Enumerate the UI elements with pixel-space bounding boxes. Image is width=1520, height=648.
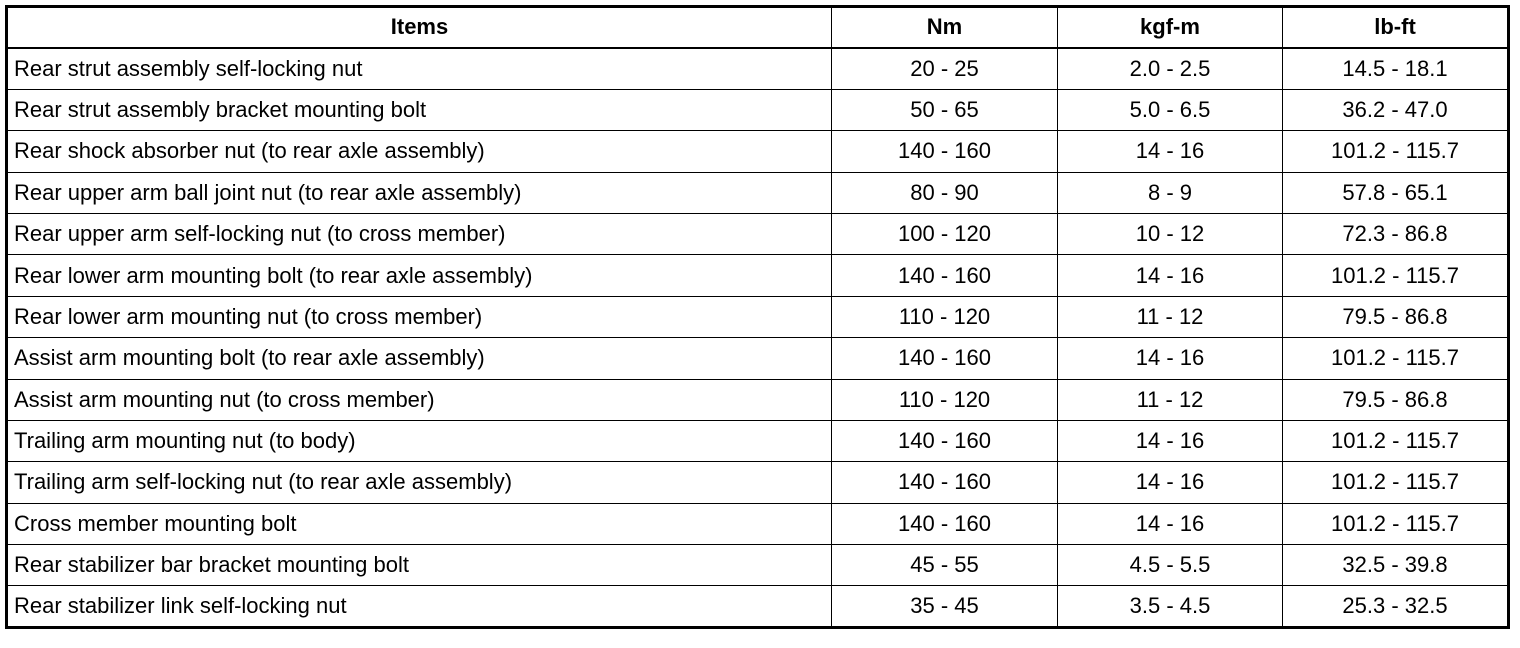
cell-lb-ft: 32.5 - 39.8: [1283, 545, 1509, 586]
cell-item: Rear upper arm self-locking nut (to cross member): [7, 213, 832, 254]
cell-item: Rear lower arm mounting nut (to cross member): [7, 296, 832, 337]
cell-nm: 140 - 160: [832, 503, 1058, 544]
table-row: [7, 89, 1509, 130]
cell-item: Rear stabilizer bar bracket mounting bolt: [7, 545, 832, 586]
cell-kgf-m: 14 - 16: [1058, 420, 1283, 461]
cell-kgf-m: 4.5 - 5.5: [1058, 545, 1283, 586]
header-lb-ft: lb-ft: [1283, 7, 1509, 48]
header-nm: Nm: [832, 7, 1058, 48]
cell-kgf-m: 5.0 - 6.5: [1058, 89, 1283, 130]
table-row: [7, 296, 1509, 337]
cell-item: Rear shock absorber nut (to rear axle assembly): [7, 131, 832, 172]
cell-lb-ft: 57.8 - 65.1: [1283, 172, 1509, 213]
cell-nm: 140 - 160: [832, 338, 1058, 379]
header-kgf-m: kgf-m: [1058, 7, 1283, 48]
cell-item: Trailing arm self-locking nut (to rear axle assembly): [7, 462, 832, 503]
cell-item: Assist arm mounting nut (to cross member): [7, 379, 832, 420]
table-row: [7, 586, 1509, 627]
cell-lb-ft: 101.2 - 115.7: [1283, 255, 1509, 296]
table-row: [7, 420, 1509, 461]
table-row: [7, 503, 1509, 544]
cell-kgf-m: 10 - 12: [1058, 213, 1283, 254]
cell-kgf-m: 14 - 16: [1058, 503, 1283, 544]
cell-kgf-m: 14 - 16: [1058, 131, 1283, 172]
header-items: Items: [7, 7, 832, 48]
table-row: [7, 545, 1509, 586]
cell-kgf-m: 14 - 16: [1058, 462, 1283, 503]
cell-nm: 110 - 120: [832, 379, 1058, 420]
cell-kgf-m: 2.0 - 2.5: [1058, 48, 1283, 89]
torque-spec-table: [5, 5, 1510, 629]
cell-item: Trailing arm mounting nut (to body): [7, 420, 832, 461]
table-row: [7, 462, 1509, 503]
table-row: [7, 338, 1509, 379]
cell-kgf-m: 8 - 9: [1058, 172, 1283, 213]
cell-lb-ft: 79.5 - 86.8: [1283, 296, 1509, 337]
cell-kgf-m: 11 - 12: [1058, 296, 1283, 337]
cell-kgf-m: 11 - 12: [1058, 379, 1283, 420]
cell-kgf-m: 3.5 - 4.5: [1058, 586, 1283, 627]
cell-lb-ft: 101.2 - 115.7: [1283, 462, 1509, 503]
cell-nm: 140 - 160: [832, 462, 1058, 503]
cell-lb-ft: 25.3 - 32.5: [1283, 586, 1509, 627]
cell-lb-ft: 101.2 - 115.7: [1283, 503, 1509, 544]
cell-lb-ft: 101.2 - 115.7: [1283, 420, 1509, 461]
cell-nm: 140 - 160: [832, 420, 1058, 461]
cell-nm: 50 - 65: [832, 89, 1058, 130]
table-row: [7, 255, 1509, 296]
cell-lb-ft: 79.5 - 86.8: [1283, 379, 1509, 420]
cell-lb-ft: 14.5 - 18.1: [1283, 48, 1509, 89]
table-body: [7, 48, 1509, 627]
cell-item: Rear strut assembly bracket mounting bolt: [7, 89, 832, 130]
cell-nm: 45 - 55: [832, 545, 1058, 586]
cell-item: Rear upper arm ball joint nut (to rear axle assembly): [7, 172, 832, 213]
cell-lb-ft: 101.2 - 115.7: [1283, 338, 1509, 379]
cell-item: Rear lower arm mounting bolt (to rear axle assembly): [7, 255, 832, 296]
cell-lb-ft: 36.2 - 47.0: [1283, 89, 1509, 130]
table-row: [7, 213, 1509, 254]
cell-item: Rear stabilizer link self-locking nut: [7, 586, 832, 627]
cell-lb-ft: 72.3 - 86.8: [1283, 213, 1509, 254]
table-header-row: [7, 7, 1509, 48]
cell-item: Rear strut assembly self-locking nut: [7, 48, 832, 89]
cell-nm: 100 - 120: [832, 213, 1058, 254]
cell-lb-ft: 101.2 - 115.7: [1283, 131, 1509, 172]
cell-nm: 140 - 160: [832, 131, 1058, 172]
cell-nm: 140 - 160: [832, 255, 1058, 296]
cell-item: Assist arm mounting bolt (to rear axle assembly): [7, 338, 832, 379]
table-row: [7, 379, 1509, 420]
table-row: [7, 48, 1509, 89]
cell-item: Cross member mounting bolt: [7, 503, 832, 544]
table-row: [7, 172, 1509, 213]
cell-nm: 20 - 25: [832, 48, 1058, 89]
cell-nm: 110 - 120: [832, 296, 1058, 337]
cell-nm: 35 - 45: [832, 586, 1058, 627]
cell-nm: 80 - 90: [832, 172, 1058, 213]
cell-kgf-m: 14 - 16: [1058, 338, 1283, 379]
table-row: [7, 131, 1509, 172]
cell-kgf-m: 14 - 16: [1058, 255, 1283, 296]
